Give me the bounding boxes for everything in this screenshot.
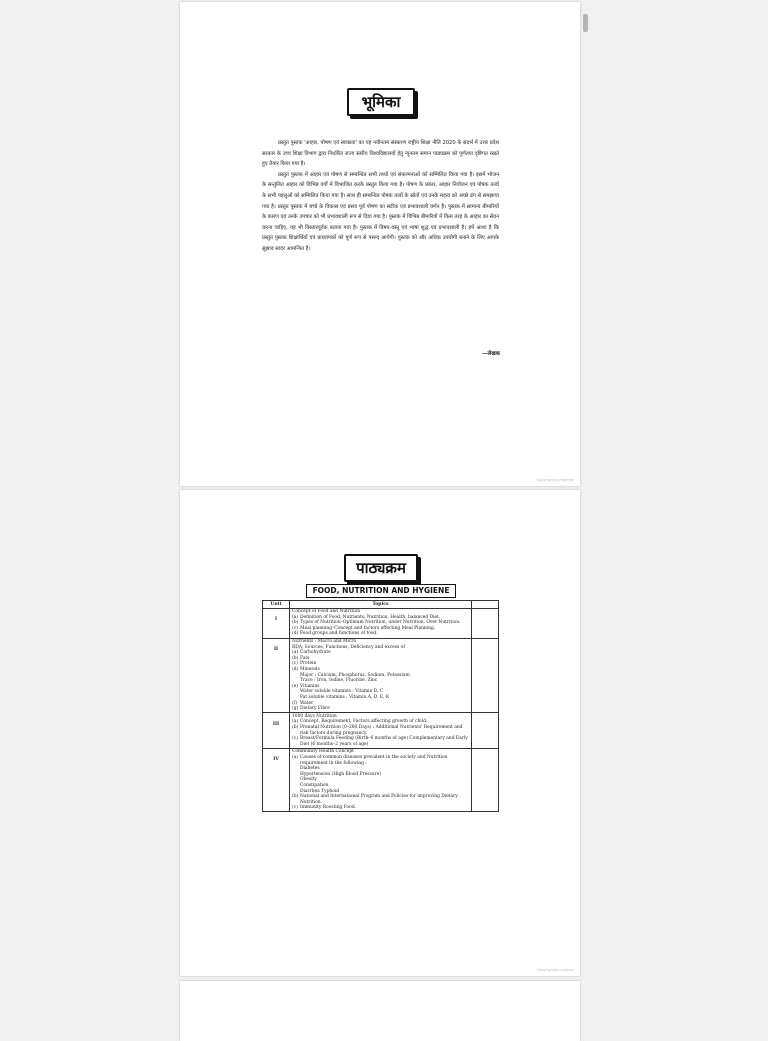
topic-item-main: Vitamins: [300, 683, 320, 689]
unit-topics: [290, 713, 472, 749]
topic-subitem: Diabetes: [300, 766, 320, 772]
topic-item-main: Fats: [300, 655, 310, 661]
topic-item-text: [300, 706, 330, 712]
header-blank: [472, 601, 499, 609]
topic-item-main: Immunity Boosting Food.: [300, 805, 357, 811]
scrollbar-thumb[interactable]: [583, 14, 588, 32]
syllabus-table: [262, 600, 499, 812]
topic-item-text: [300, 736, 469, 747]
topic-subitem: Constipation: [300, 782, 329, 788]
topic-subitem: Trace : Iron, Iodine, Fluorine, Zinc: [300, 678, 378, 684]
unit-heading: Nutrients : Macro and Micro: [292, 639, 357, 645]
topic-item-label: (a): [292, 614, 299, 620]
topic-item: [292, 667, 469, 684]
preface-paragraph-2: प्रस्तुत पुस्तक में आहार एवं पोषण से सम्बन्धित सभी तथ्यों एवं संकल्पनाओं को सम्मिलित किया गया है। इसमें भोजन के सन्तुलित आहार को विभिन्न वर्गों में विभाजित करके प्रस्तुत किया गया है। पोषण के प्रकार, आहार नियोजन एवं पोषक तत्वों के सभी पहलुओं को सम्मिलित किया गया है। साथ ही सम्बन्धित पोषक तत्वों के स्रोतों एवं उनके महत्व को अच्छे ढंग से समझाया गया है। प्रस्तुत पुस्तक में बच्चे के विकास एवं प्रसव पूर्व पोषण का सटीक एवं प्रभावशाली वर्णन है। पुस्तक में सामान्य बीमारियों के कारण एवं उनके उपचार को भी प्रभावशाली रूप से दिया गया है। पुस्तक में विभिन्न बीमारियों में किस तरह के आहार का सेवन करना चाहिए, यह भी विस्तारपूर्वक बताया गया है। पुस्तक में विषय-वस्तु एवं भाषा शुद्ध एवं प्रभावशाली है। हमें आशा है कि प्रस्तुत पुस्तक शिक्षार्थियों एवं प्राध्यापकों को पूर्ण रूप से पसन्द आयेगी। पुस्तक को और अधिक उपयोगी बनाने के लिए आपके सुझाव सादर आमन्त्रित हैं।: [262, 171, 499, 252]
unit-heading: Concept of Food and Nutrition: [292, 609, 361, 615]
document-page-1: [180, 2, 580, 486]
unit-subheading: RDA, Sources, Functions, Deficiency and excess of: [292, 644, 405, 650]
unit-label: IV: [273, 757, 279, 763]
topic-item-main: Breast/Formula Feeding (Birth–6 months of age) Complementary and Early Diet (6 months–2 years of age): [300, 736, 468, 747]
topic-item-label: (b): [292, 794, 299, 800]
topic-item-main: Meal planning–Concept and factors affecting Meal Planning.: [300, 625, 436, 631]
unit-number: [263, 713, 290, 749]
unit-number: [263, 748, 290, 812]
topic-item: [292, 736, 469, 747]
topic-item-label: (f): [292, 700, 298, 706]
topic-item-main: Minerals: [300, 667, 320, 673]
unit-number: [263, 638, 290, 713]
topic-item-text: [300, 755, 469, 794]
unit-number: [263, 608, 290, 638]
unit-heading: Community Health Concept: [292, 749, 354, 755]
topic-subitem: Major : Calcium, Phosphorus, Sodium, Potassium: [300, 672, 410, 678]
topic-item-label: (a): [292, 719, 299, 725]
author-signature: —लेखक: [482, 351, 500, 357]
topic-item-main: Concept, Requirement, Factors affecting growth of child.: [300, 719, 428, 725]
unit-label: III: [272, 721, 280, 727]
unit-label: I: [274, 617, 278, 623]
topic-item-text: [300, 684, 389, 701]
topic-item-main: Causes of common diseases prevalent in the society and Nutrition requirement in the following :: [300, 754, 448, 766]
scrollbar-track[interactable]: [580, 0, 588, 1024]
page-title: भूमिका: [347, 88, 415, 116]
blank-cell: [472, 608, 499, 638]
topic-item-text: [300, 805, 356, 811]
unit-label: II: [273, 647, 279, 653]
unit-topics: [290, 608, 472, 638]
topic-item: [292, 755, 469, 794]
topic-item: [292, 725, 469, 736]
topic-item-main: Water: [300, 700, 314, 706]
topic-item-main: Carbohydrate: [300, 650, 331, 656]
topic-item-main: Food groups and functions of food.: [300, 631, 378, 637]
topic-item: [292, 631, 469, 637]
topic-item: [292, 805, 469, 811]
topic-item-main: Prenatal Nutrition (0–280 Days) : Additional Nutrients' Requirement and risk factors during pregnancy.: [300, 724, 463, 736]
table-row: [263, 748, 499, 812]
topic-item-label: (d): [292, 631, 299, 637]
table-row: [263, 638, 499, 713]
topic-item-main: National and International Program and Policies for improving Dietary Nutrition.: [300, 794, 458, 805]
topic-item: [292, 684, 469, 701]
topic-item-label: (d): [292, 667, 299, 673]
preface-paragraph-1: प्रस्तुत पुस्तक 'आहार, पोषण एवं स्वच्छता' का यह नवीनतम संस्करण राष्ट्रीय शिक्षा नीति 2020 के संदर्भ में उत्तर प्रदेश सरकार के उच्च शिक्षा विभाग द्वारा निर्धारित राज्य स्तरीय विश्वविद्यालयों हेतु न्यूनतम समान पाठ्यक्रम को पूर्णतया दृष्टिगत रखते हुए तैयार किया गया है।: [262, 140, 499, 168]
blank-cell: [472, 638, 499, 713]
unit-topics: [290, 748, 472, 812]
topic-item-text: [300, 631, 378, 637]
blank-cell: [472, 748, 499, 812]
watermark: Copyrighted material: [536, 478, 574, 482]
topic-item: [292, 794, 469, 805]
topic-item-main: Definition of Food, Nutrients, Nutrition, Health, balanced Diet.: [300, 614, 441, 620]
topic-subitem: Diarrhea Typhoid: [300, 788, 340, 794]
topic-item-label: (b): [292, 655, 299, 661]
topic-item-main: Types of Nutrition–Optimum Nutrition, under Nutrition, Over Nutrition.: [300, 620, 461, 626]
header-unit: Unit: [263, 601, 290, 609]
topic-item-label: (c): [292, 625, 298, 631]
topic-subitem: Obesity: [300, 777, 317, 783]
topic-item-main: Dietary Fibre: [300, 706, 330, 712]
topic-subitem: Hypertension (High Blood Pressure): [300, 771, 382, 777]
topic-subitem: Fat soluble vitamins : Vitamin A, D, E, K: [300, 695, 390, 700]
topic-item-label: (c): [292, 736, 298, 742]
unit-topics: [290, 638, 472, 713]
unit-heading: 1000 days Nutrition: [292, 713, 337, 719]
topic-item-text: [300, 667, 410, 684]
table-row: [263, 713, 499, 749]
topic-item-label: (b): [292, 724, 299, 730]
page-title: पाठ्यक्रम: [344, 554, 418, 582]
header-topics: Topics: [290, 601, 472, 609]
topic-item-label: (a): [292, 650, 299, 656]
topic-subitem: Water soluble vitamins : Vitamin B, C: [300, 689, 384, 695]
topic-item-label: (b): [292, 620, 299, 626]
document-page-2: [180, 490, 580, 976]
topic-item-label: (c): [292, 805, 298, 811]
blank-cell: [472, 713, 499, 749]
topic-item-text: [300, 794, 469, 805]
syllabus-subtitle: FOOD, NUTRITION AND HYGIENE: [306, 584, 456, 598]
topic-item: [292, 706, 469, 712]
table-row: [263, 608, 499, 638]
document-page-3: [180, 981, 580, 1041]
topic-item-label: (e): [292, 683, 299, 689]
watermark: Copyrighted material: [536, 968, 574, 972]
topic-item-main: Protein: [300, 661, 317, 667]
topic-item-label: (a): [292, 754, 299, 760]
topic-item-label: (g): [292, 706, 299, 712]
preface-text: [262, 138, 499, 255]
topic-item-label: (c): [292, 661, 298, 667]
topic-item-text: [300, 725, 469, 736]
